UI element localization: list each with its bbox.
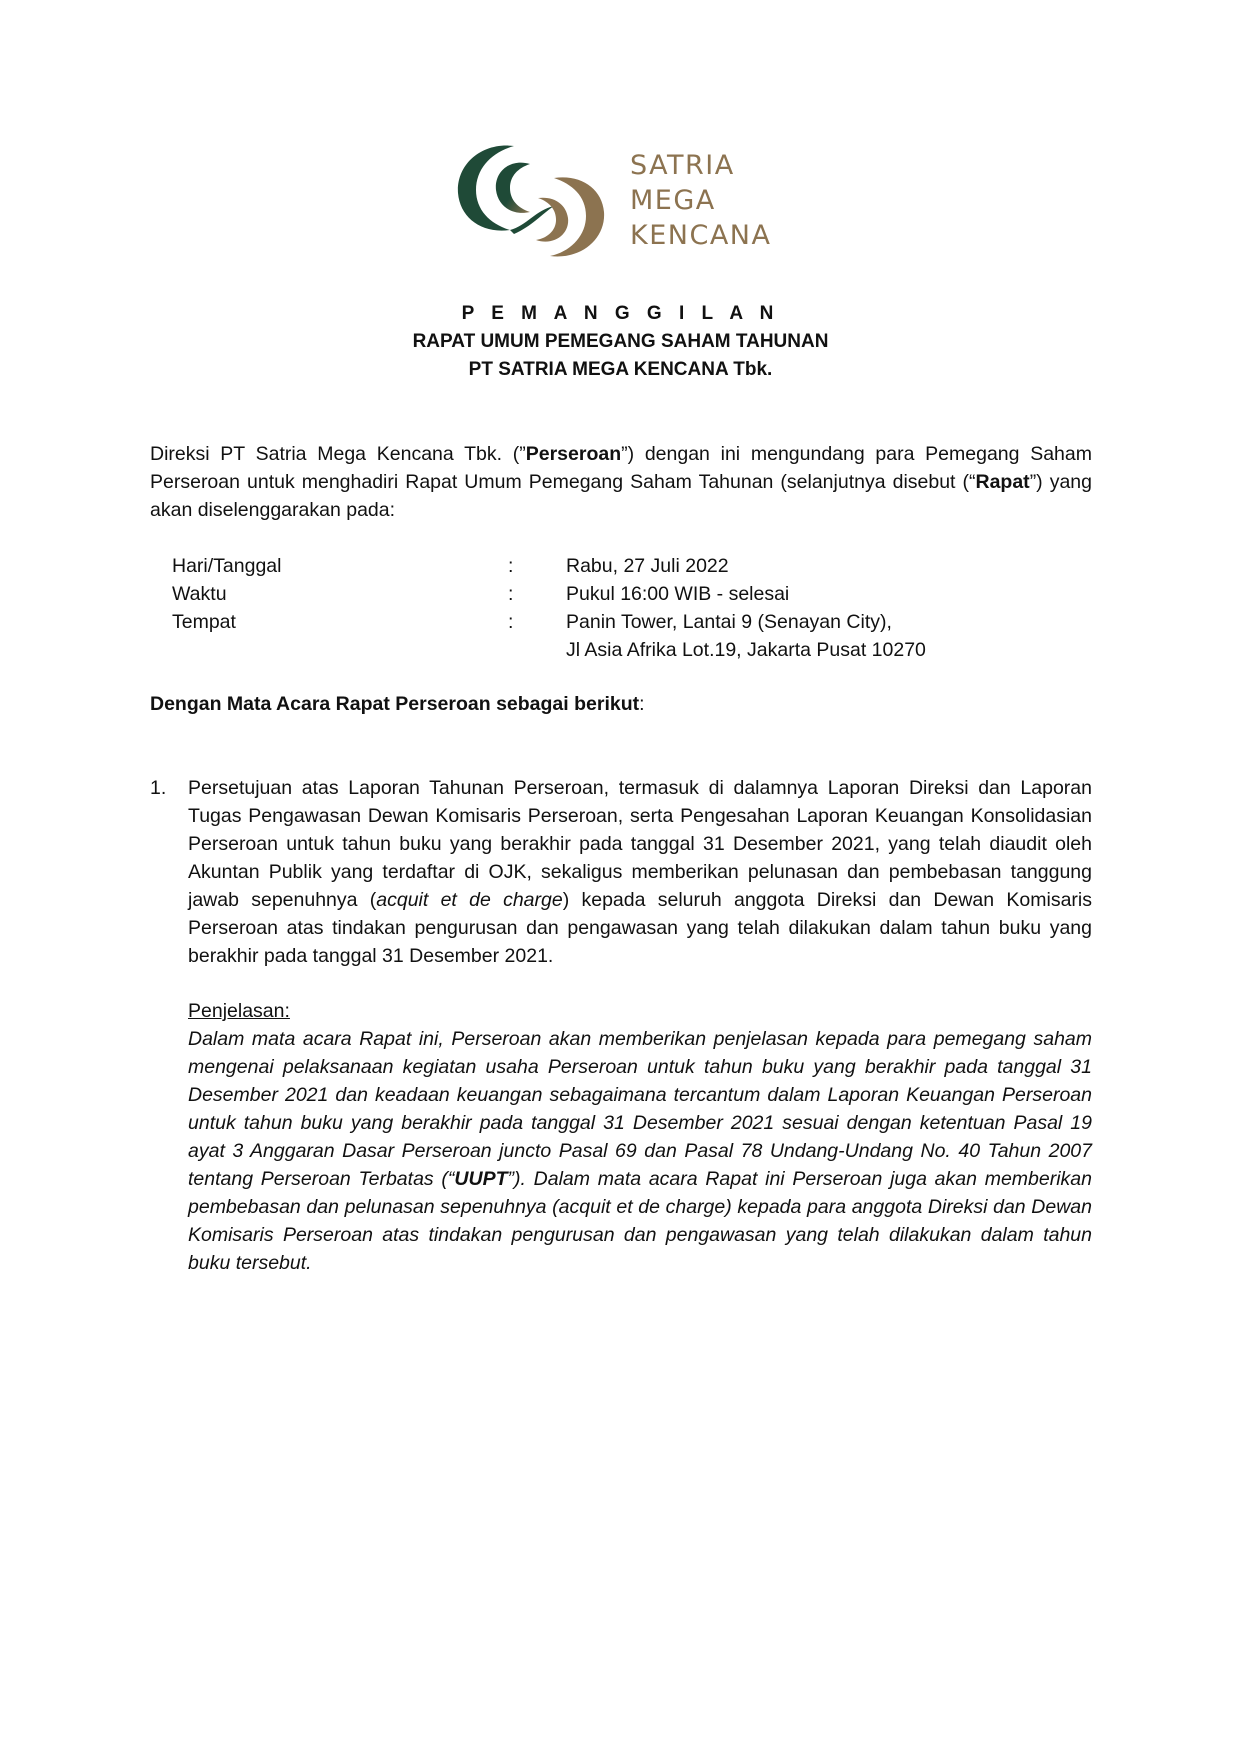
agenda-item-1-explanation [188,997,1092,1277]
detail-colon: : [508,555,514,577]
title-line-2: RAPAT UMUM PEMEGANG SAHAM TAHUNAN [412,331,829,352]
intro-bold-rapat: Rapat [975,471,1030,493]
logo-wordmark [630,148,771,253]
detail-colon: : [508,611,514,633]
agenda-item-text-2: ) kepada seluruh anggota Direksi dan Dewan Komisaris Perseroan atas tindakan pengurusan dan pengawasan yang telah dilakukan dalam tahun buku yang berakhir pada tanggal 31 Desember 2021. [188,889,1092,967]
intro-paragraph [150,440,1092,524]
explanation-bold-uupt: UUPT [454,1168,508,1190]
detail-colon: : [508,583,514,605]
agenda-item-number: 1. [150,777,167,799]
detail-value: Pukul 16:00 WIB - selesai [566,583,790,605]
intro-bold-perseroan: Perseroan [525,443,622,465]
explanation-text-1: Dalam mata acara Rapat ini, Perseroan akan memberikan penjelasan kepada para pemegang saham mengenai pelaksanaan kegiatan usaha Perseroan untuk tahun buku yang berakhir pada tanggal 31 Desember 2021 dan keadaan keuangan sebagaimana tercantum dalam Laporan Keuangan Perseroan untuk tahun buku yang berakhir pada tanggal 31 Desember 2021 sesuai dengan ketentuan Pasal 19 ayat 3 Anggaran Dasar Perseroan juncto Pasal 69 dan Pasal 78 Undang-Undang No. 40 Tahun 2007 tentang Perseroan Terbatas (“ [188,1028,1092,1190]
detail-label: Waktu [172,583,227,605]
detail-label: Hari/Tanggal [172,555,282,577]
explanation-heading: Penjelasan: [188,1000,290,1022]
agenda-item-text-1: Persetujuan atas Laporan Tahunan Perseroan, termasuk di dalamnya Laporan Direksi dan Laporan Tugas Pengawasan Dewan Komisaris Perseroan, serta Pengesahan Laporan Keuangan Konsolidasian Perseroan untuk tahun buku yang berakhir pada tanggal 31 Desember 2021, yang telah diaudit oleh Akuntan Publik yang terdaftar di OJK, sekaligus memberikan pelunasan dan pembebasan tanggung jawab sepenuhnya ( [188,777,1092,911]
company-logo [452,138,792,268]
logo-line-2: MEGA [630,185,716,216]
explanation-text-2: ”). Dalam mata acara Rapat ini Perseroan juga akan memberikan pembebasan dan pelunasan sepenuhnya (acquit et de charge) kepada para anggota Direksi dan Dewan Komisaris Perseroan atas tindakan pengurusan dan pengawasan yang telah dilakukan dalam tahun buku tersebut. [188,1168,1092,1274]
detail-value-line-2: Jl Asia Afrika Lot.19, Jakarta Pusat 10270 [566,639,926,661]
title-line-1: P E M A N G G I L A N [461,303,780,324]
agenda-item-italic: acquit et de charge [376,889,563,911]
logo-mark-icon [452,138,612,263]
title-line-3: PT SATRIA MEGA KENCANA Tbk. [468,359,773,380]
detail-value: Rabu, 27 Juli 2022 [566,555,729,577]
intro-text-2: ”) dengan ini mengundang para Pemegang Saham Perseroan untuk menghadiri Rapat Umum Pemegang Saham Tahunan (selanjutnya disebut (“ [150,443,1092,493]
detail-value: Panin Tower, Lantai 9 (Senayan City), [566,611,892,633]
logo-line-3: KENCANA [630,220,772,251]
agenda-heading-colon: : [639,693,645,715]
agenda-item-text [188,774,1092,970]
logo-line-1: SATRIA [630,150,735,181]
intro-text-1: Direksi PT Satria Mega Kencana Tbk. (” [150,443,526,465]
agenda-heading-text: Dengan Mata Acara Rapat Perseroan sebagai berikut [150,693,640,715]
explanation-text [188,1025,1092,1277]
document-title [0,300,1241,384]
intro-text-3: ”) yang akan diselenggarakan pada: [150,471,1092,521]
agenda-heading [150,690,645,718]
detail-label: Tempat [172,611,236,633]
